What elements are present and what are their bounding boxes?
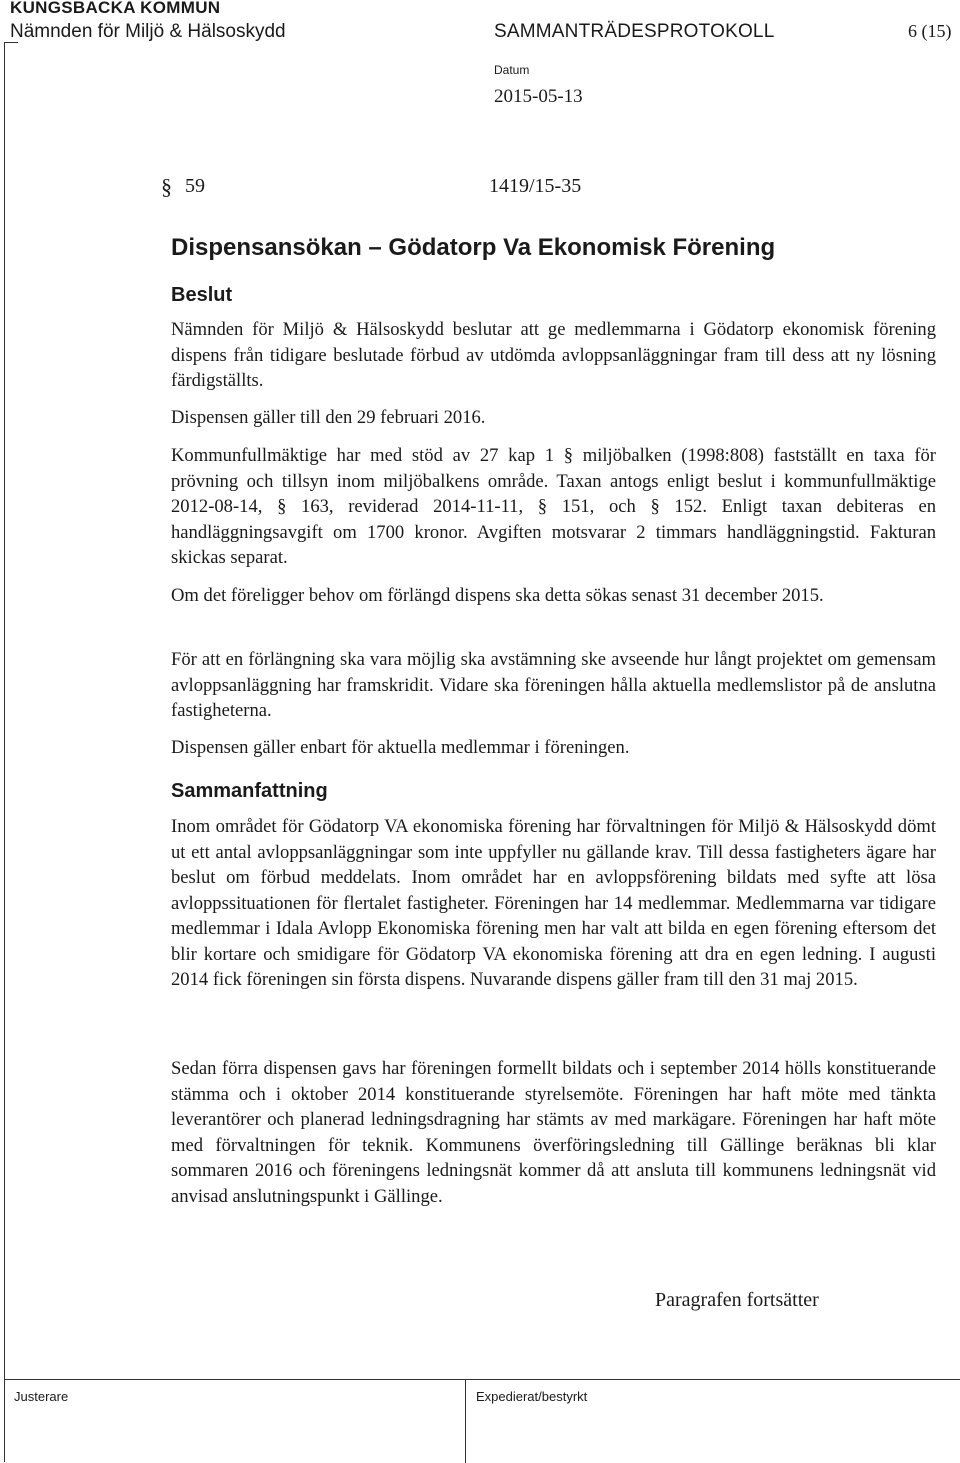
sammanfattning-heading: Sammanfattning	[171, 780, 328, 802]
committee-name: Nämnden för Miljö & Hälsoskydd	[10, 21, 286, 42]
beslut-paragraph: Dispensen gäller till den 29 februari 2016.	[171, 407, 486, 428]
beslut-paragraph: Dispensen gäller enbart för aktuella medlemmar i föreningen.	[171, 737, 630, 758]
beslut-paragraph: För att en förlängning ska vara möjlig ska avstämning ske avseende hur långt projektet om gemensam avloppsanläggning har framskridit. Vidare ska föreningen hålla aktuella medlemslistor på de anslutna fastigheterna.	[171, 649, 936, 721]
footer-column-divider	[465, 1379, 466, 1463]
footer-expedierat-label: Expedierat/bestyrkt	[476, 1389, 588, 1404]
case-number: 1419/15-35	[489, 175, 582, 197]
top-margin-tick	[4, 42, 18, 43]
footer-divider	[4, 1379, 960, 1380]
meeting-date: 2015-05-13	[494, 86, 583, 107]
footer-justerare-label: Justerare	[14, 1389, 69, 1404]
beslut-paragraph: Om det föreligger behov om förlängd dispens ska detta sökas senast 31 december 2015.	[171, 585, 824, 606]
beslut-paragraph: Nämnden för Miljö & Hälsoskydd beslutar att ge medlemmarna i Gödatorp ekonomisk förening dispens från tidigare beslutade förbud av utdömda avloppsanläggningar fram till dess att ny lösning färdigställts.	[171, 319, 936, 391]
date-label: Datum	[494, 63, 530, 77]
left-margin-line	[4, 42, 5, 1462]
beslut-heading: Beslut	[171, 284, 233, 306]
sammanfattning-paragraph: Inom området för Gödatorp VA ekonomiska förening har förvaltningen för Miljö & Hälsoskydd dömt ut ett antal avloppsanläggningar som inte uppfyller nu gällande krav. Till dessa fastigheters ägare har beslut om förbud meddelats. Inom området har en avloppsförening bildats med syfte att lösa avloppssituationen för flertalet fastigheter. Föreningen har 14 medlemmar. Medlemmarna var tidigare medlemmar i Idala Avlopp Ekonomiska förening men har valt att bilda en egen förening eftersom det blir kortare och smidigare för Gödatorp VA ekonomiska förening att dra en egen ledning. I augusti 2014 fick föreningen sin första dispens. Nuvarande dispens gäller fram till den 31 maj 2015.	[171, 816, 936, 990]
section-title: Dispensansökan – Gödatorp Va Ekonomisk Förening	[171, 234, 776, 261]
document-type: SAMMANTRÄDESPROTOKOLL	[494, 21, 775, 42]
page-number: 6 (15)	[908, 21, 952, 41]
section-number: 59	[185, 175, 205, 197]
paragraph-sign: §	[161, 174, 172, 199]
continues-note: Paragrafen fortsätter	[655, 1289, 819, 1311]
organization-name: KUNGSBACKA KOMMUN	[10, 0, 221, 17]
beslut-paragraph: Kommunfullmäktige har med stöd av 27 kap 1 § miljöbalken (1998:808) fastställt en taxa för prövning och tillsyn inom miljöbalkens område. Taxan antogs enligt beslut i kommunfullmäktige 2012-08-14, § 163, reviderad 2014-11-11, § 151, och § 152. Enligt taxan debiteras en handläggningsavgift om 1700 kronor. Avgiften motsvarar 2 timmars handläggningstid. Fakturan skickas separat.	[171, 445, 936, 568]
sammanfattning-paragraph: Sedan förra dispensen gavs har föreningen formellt bildats och i september 2014 hölls konstituerande stämma och i oktober 2014 konstituerande styrelsemöte. Föreningen har haft möte med tänkta leverantörer och planerad ledningsdragning har stämts av med markägare. Föreningen har haft möte med förvaltningen för teknik. Kommunens överföringsledning till Gällinge beräknas bli klar sommaren 2016 och föreningens ledningsnät kommer då att ansluta till kommunens ledningsnät vid anvisad anslutningspunkt i Gällinge.	[171, 1058, 936, 1207]
